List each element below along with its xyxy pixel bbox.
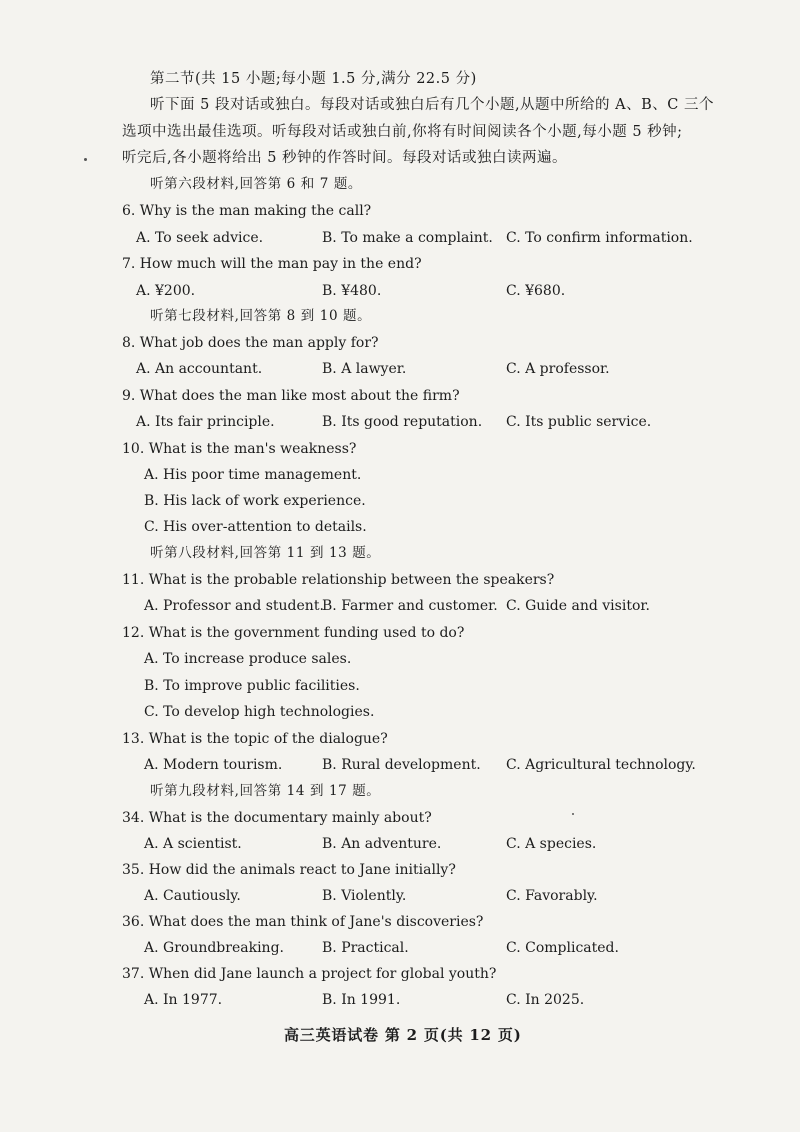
question-10-stem: 10. What is the man's weakness? — [122, 441, 357, 457]
instruction-line-2: 选项中选出最佳选项。听每段对话或独白前,你将有时间阅读各个小题,每小题 5 秒钟; — [122, 124, 683, 140]
section-title: 第二节(共 15 小题;每小题 1.5 分,满分 22.5 分) — [150, 71, 477, 87]
question-10-option-c: C. His over-attention to details. — [144, 519, 367, 535]
question-9-option-c: C. Its public service. — [506, 414, 652, 430]
question-35-option-a: A. Cautiously. — [144, 888, 241, 904]
question-34-option-a: A. A scientist. — [144, 836, 242, 852]
question-36-option-b: B. Practical. — [322, 940, 409, 956]
question-35-option-c: C. Favorably. — [506, 888, 598, 904]
group-heading-6: 听第六段材料,回答第 6 和 7 题。 — [150, 176, 363, 192]
question-6-option-b: B. To make a complaint. — [322, 230, 493, 246]
page-footer: 高三英语试卷 第 2 页(共 12 页) — [284, 1026, 522, 1044]
question-13-stem: 13. What is the topic of the dialogue? — [122, 731, 388, 747]
question-10-option-a: A. His poor time management. — [144, 467, 362, 483]
question-9-stem: 9. What does the man like most about the firm? — [122, 388, 460, 404]
question-11-option-c: C. Guide and visitor. — [506, 598, 650, 614]
question-9-option-a: A. Its fair principle. — [136, 414, 275, 430]
scan-speck — [84, 158, 87, 161]
question-34-stem: 34. What is the documentary mainly about? — [122, 810, 432, 826]
question-37-option-a: A. In 1977. — [144, 992, 223, 1008]
question-8-option-c: C. A professor. — [506, 361, 610, 377]
question-36-option-c: C. Complicated. — [506, 940, 619, 956]
group-heading-8: 听第八段材料,回答第 11 到 13 题。 — [150, 545, 381, 561]
question-11-option-b: B. Farmer and customer. — [322, 598, 498, 614]
question-13-option-b: B. Rural development. — [322, 757, 481, 773]
question-37-option-c: C. In 2025. — [506, 992, 585, 1008]
instruction-line-1: 听下面 5 段对话或独白。每段对话或独白后有几个小题,从题中所给的 A、B、C 三个 — [150, 97, 714, 113]
question-34-option-b: B. An adventure. — [322, 836, 442, 852]
question-6-option-a: A. To seek advice. — [136, 230, 264, 246]
question-37-option-b: B. In 1991. — [322, 992, 401, 1008]
question-34-option-c: C. A species. — [506, 836, 597, 852]
question-8-option-a: A. An accountant. — [136, 361, 263, 377]
group-heading-7: 听第七段材料,回答第 8 到 10 题。 — [150, 308, 372, 324]
group-heading-9: 听第九段材料,回答第 14 到 17 题。 — [150, 783, 381, 799]
question-7-stem: 7. How much will the man pay in the end? — [122, 256, 422, 272]
question-12-option-a: A. To increase produce sales. — [144, 651, 352, 667]
question-36-stem: 36. What does the man think of Jane's discoveries? — [122, 914, 484, 930]
question-35-stem: 35. How did the animals react to Jane initially? — [122, 862, 456, 878]
question-8-option-b: B. A lawyer. — [322, 361, 407, 377]
question-7-option-c: C. ¥680. — [506, 283, 566, 299]
question-12-option-c: C. To develop high technologies. — [144, 704, 375, 720]
question-6-option-c: C. To confirm information. — [506, 230, 693, 246]
question-37-stem: 37. When did Jane launch a project for global youth? — [122, 966, 497, 982]
question-9-option-b: B. Its good reputation. — [322, 414, 483, 430]
question-10-option-b: B. His lack of work experience. — [144, 493, 366, 509]
question-6-stem: 6. Why is the man making the call? — [122, 203, 372, 219]
question-11-option-a: A. Professor and student. — [144, 598, 324, 614]
question-12-stem: 12. What is the government funding used to do? — [122, 625, 465, 641]
instruction-line-3: 听完后,各小题将给出 5 秒钟的作答时间。每段对话或独白读两遍。 — [122, 150, 568, 166]
question-8-stem: 8. What job does the man apply for? — [122, 335, 379, 351]
question-13-option-c: C. Agricultural technology. — [506, 757, 696, 773]
question-7-option-b: B. ¥480. — [322, 283, 382, 299]
scan-speck — [572, 813, 574, 815]
question-11-stem: 11. What is the probable relationship between the speakers? — [122, 572, 555, 588]
question-7-option-a: A. ¥200. — [136, 283, 196, 299]
question-36-option-a: A. Groundbreaking. — [144, 940, 284, 956]
question-12-option-b: B. To improve public facilities. — [144, 678, 360, 694]
question-35-option-b: B. Violently. — [322, 888, 407, 904]
question-13-option-a: A. Modern tourism. — [144, 757, 283, 773]
